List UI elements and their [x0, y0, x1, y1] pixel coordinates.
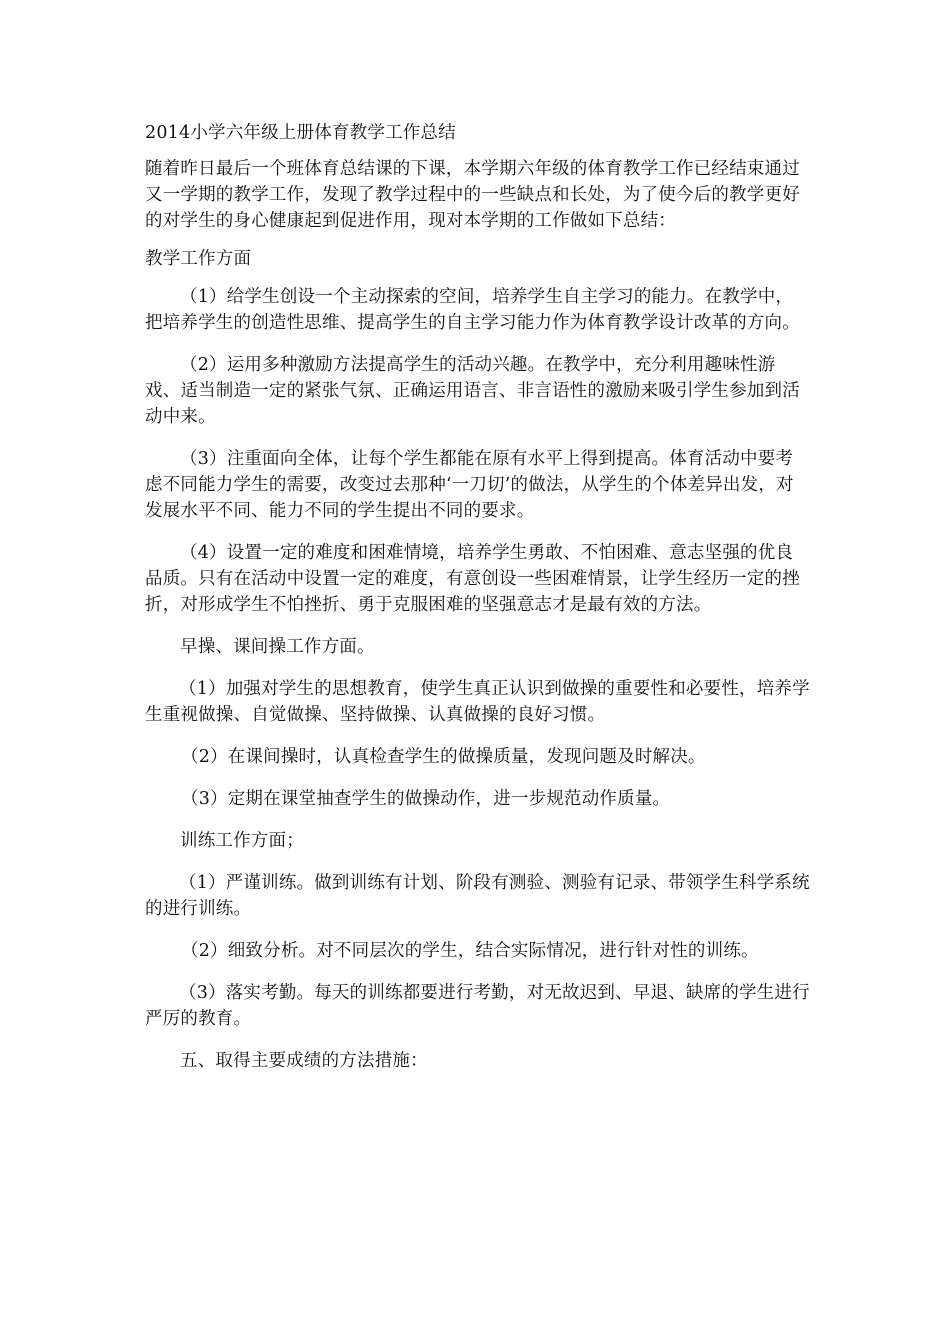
- training-item-1: （1）严谨训练。做到训练有计划、阶段有测验、测验有记录、带领学生科学系统的进行训练。: [145, 873, 810, 919]
- teaching-item-2: （2）运用多种激励方法提高学生的活动兴趣。在教学中，充分利用趣味性游戏、适当制造一定的紧张气氛、正确运用语言、非言语性的激励来吸引学生参加到活动中来。: [145, 355, 800, 427]
- exercise-item-3: （3）定期在课堂抽查学生的做操动作，进一步规范动作质量。: [181, 789, 671, 809]
- teaching-item-3: （3）注重面向全体，让每个学生都能在原有水平上得到提高。体育活动中要考虑不同能力学生的需要，改变过去那种‘一刀切’的做法，从学生的个体差异出发，对发展水平不同、能力不同的学生提出不同的要求。: [145, 449, 794, 521]
- exercise-item-1: （1）加强对学生的思想教育，使学生真正认识到做操的重要性和必要性，培养学生重视做操、自觉做操、坚持做操、认真做操的良好习惯。: [145, 679, 810, 725]
- teaching-item-4: （4）设置一定的难度和困难情境，培养学生勇敢、不怕困难、意志坚强的优良品质。只有在活动中设置一定的难度，有意创设一些困难情景，让学生经历一定的挫折，对形成学生不怕挫折、勇于克服困难的坚强意志才是最有效的方法。: [145, 543, 800, 615]
- section-heading-achievements: 五、取得主要成绩的方法措施：: [180, 1051, 428, 1071]
- teaching-item-1: （1）给学生创设一个主动探索的空间，培养学生自主学习的能力。在教学中，把培养学生的创造性思维、提高学生的自主学习能力作为体育教学设计改革的方向。: [145, 287, 800, 333]
- section-heading-teaching: 教学工作方面: [145, 249, 252, 269]
- document-body: [145, 120, 810, 1090]
- section-heading-training: 训练工作方面；: [180, 831, 304, 851]
- exercise-item-2: （2）在课间操时，认真检查学生的做操质量，发现问题及时解决。: [181, 747, 706, 767]
- document-title: 2014小学六年级上册体育教学工作总结: [145, 123, 456, 143]
- training-item-2: （2）细致分析。对不同层次的学生，结合实际情况，进行针对性的训练。: [181, 941, 759, 961]
- intro-paragraph: 随着昨日最后一个班体育总结课的下课，本学期六年级的体育教学工作已经结束通过又一学期的教学工作，发现了教学过程中的一些缺点和长处，为了使今后的教学更好的对学生的身心健康起到促进作用，现对本学期的工作做如下总结：: [145, 159, 800, 231]
- section-heading-exercise: 早操、课间操工作方面。: [180, 637, 375, 657]
- training-item-3: （3）落实考勤。每天的训练都要进行考勤，对无故迟到、早退、缺席的学生进行严厉的教育。: [145, 983, 810, 1029]
